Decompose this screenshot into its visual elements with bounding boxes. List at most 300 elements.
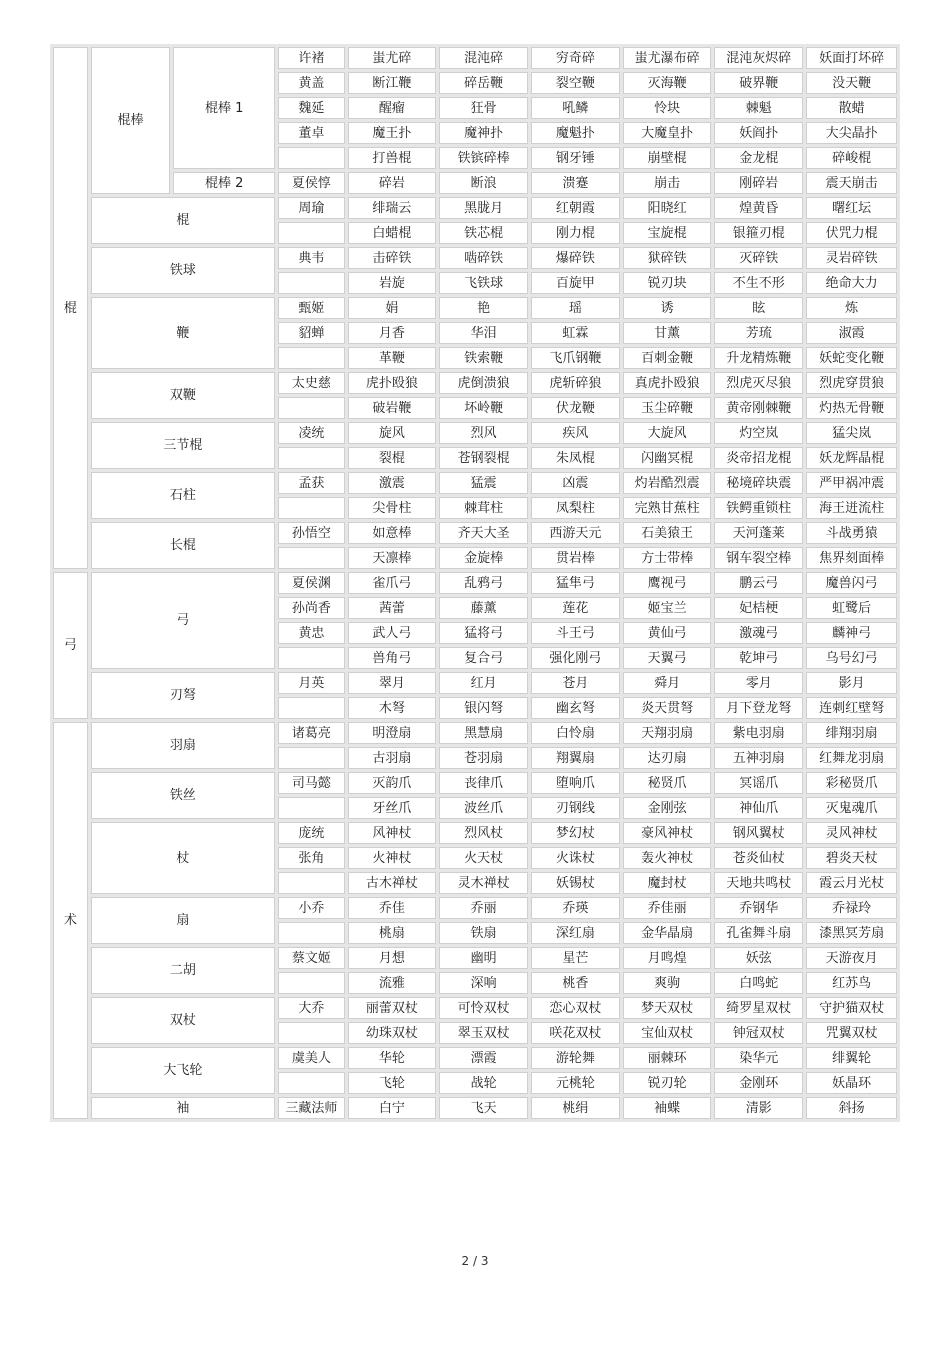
table-row bbox=[53, 172, 897, 194]
weapon-name: 宝仙双杖 bbox=[623, 1022, 712, 1044]
character-name: 小乔 bbox=[278, 897, 344, 919]
weapon-name: 啮碎铁 bbox=[439, 247, 528, 269]
weapon-name: 贯岩棒 bbox=[531, 547, 620, 569]
weapon-name: 宝旋棍 bbox=[623, 222, 712, 244]
weapon-type-sanjiegun: 三节棍 bbox=[91, 422, 276, 469]
weapon-name: 击碎铁 bbox=[348, 247, 437, 269]
character-name bbox=[278, 922, 344, 944]
weapon-type-yushan: 羽扇 bbox=[91, 722, 276, 769]
character-name: 大乔 bbox=[278, 997, 344, 1019]
weapon-name: 蚩尤碎 bbox=[348, 47, 437, 69]
weapon-name: 火诛杖 bbox=[531, 847, 620, 869]
weapon-name: 妖阎扑 bbox=[714, 122, 803, 144]
character-name: 孙尚香 bbox=[278, 597, 344, 619]
weapon-name: 烈虎穿贯狼 bbox=[806, 372, 897, 394]
character-name: 许褚 bbox=[278, 47, 344, 69]
weapon-name: 碎岳鞭 bbox=[439, 72, 528, 94]
character-name bbox=[278, 1022, 344, 1044]
weapon-name: 崩击 bbox=[623, 172, 712, 194]
character-name bbox=[278, 347, 344, 369]
weapon-name: 海王迸流柱 bbox=[806, 497, 897, 519]
weapon-name: 娟 bbox=[348, 297, 437, 319]
weapon-name: 翔翼扇 bbox=[531, 747, 620, 769]
weapon-name: 妖龙辉晶棍 bbox=[806, 447, 897, 469]
weapon-name: 完熟甘蕉柱 bbox=[623, 497, 712, 519]
weapon-name: 冥谣爪 bbox=[714, 772, 803, 794]
weapon-name: 虎倒溃狼 bbox=[439, 372, 528, 394]
weapon-type-erhu: 二胡 bbox=[91, 947, 276, 994]
weapon-name: 幽明 bbox=[439, 947, 528, 969]
weapon-type-shuangbian: 双鞭 bbox=[91, 372, 276, 419]
weapon-name: 碎岩 bbox=[348, 172, 437, 194]
category-gong: 弓 bbox=[53, 572, 88, 719]
character-name bbox=[278, 147, 344, 169]
category-gun: 棍 bbox=[53, 47, 88, 569]
weapon-name: 天翔羽扇 bbox=[623, 722, 712, 744]
weapon-name: 魔兽闪弓 bbox=[806, 572, 897, 594]
weapon-name: 咒翼双杖 bbox=[806, 1022, 897, 1044]
weapon-name: 严甲祸冲震 bbox=[806, 472, 897, 494]
weapon-name: 混沌碎 bbox=[439, 47, 528, 69]
weapon-name: 灵木禅杖 bbox=[439, 872, 528, 894]
weapon-name: 月下登龙弩 bbox=[714, 697, 803, 719]
weapon-name: 崩壁棍 bbox=[623, 147, 712, 169]
character-name bbox=[278, 1072, 344, 1094]
weapon-name: 苍羽扇 bbox=[439, 747, 528, 769]
weapon-name: 守护猫双杖 bbox=[806, 997, 897, 1019]
character-name: 太史慈 bbox=[278, 372, 344, 394]
weapon-name: 灭鬼魂爪 bbox=[806, 797, 897, 819]
weapon-name: 古木禅杖 bbox=[348, 872, 437, 894]
weapon-name: 游轮舞 bbox=[531, 1047, 620, 1069]
weapon-name: 穷奇碎 bbox=[531, 47, 620, 69]
weapon-name: 飞铁球 bbox=[439, 272, 528, 294]
weapon-name: 升龙精炼鞭 bbox=[714, 347, 803, 369]
weapon-name: 芳琉 bbox=[714, 322, 803, 344]
weapon-name: 霞云月光杖 bbox=[806, 872, 897, 894]
weapon-name: 深红扇 bbox=[531, 922, 620, 944]
weapon-name: 白鸣蛇 bbox=[714, 972, 803, 994]
table-row bbox=[53, 572, 897, 594]
weapon-name: 古羽扇 bbox=[348, 747, 437, 769]
weapon-name: 艳 bbox=[439, 297, 528, 319]
weapon-name: 秘贤爪 bbox=[623, 772, 712, 794]
weapon-name: 阳晓红 bbox=[623, 197, 712, 219]
table-row bbox=[53, 1047, 897, 1069]
weapon-name: 凶震 bbox=[531, 472, 620, 494]
weapon-name: 染华元 bbox=[714, 1047, 803, 1069]
weapon-name: 乔钢华 bbox=[714, 897, 803, 919]
weapon-name: 斜扬 bbox=[806, 1097, 897, 1119]
weapon-name: 黑胧月 bbox=[439, 197, 528, 219]
weapon-name: 真虎扑殴狼 bbox=[623, 372, 712, 394]
weapon-type-changgun: 长棍 bbox=[91, 522, 276, 569]
weapon-name: 溃蹇 bbox=[531, 172, 620, 194]
character-name bbox=[278, 547, 344, 569]
weapon-name: 裂棍 bbox=[348, 447, 437, 469]
weapon-name: 红朝霞 bbox=[531, 197, 620, 219]
weapon-name: 白蜡棍 bbox=[348, 222, 437, 244]
weapon-name: 桃扇 bbox=[348, 922, 437, 944]
weapon-name: 锐刃轮 bbox=[623, 1072, 712, 1094]
weapon-name: 爆碎铁 bbox=[531, 247, 620, 269]
weapon-name: 烈虎灭尽狼 bbox=[714, 372, 803, 394]
weapon-name: 裂空鞭 bbox=[531, 72, 620, 94]
weapon-name: 大尖晶扑 bbox=[806, 122, 897, 144]
weapon-name: 咲花双杖 bbox=[531, 1022, 620, 1044]
weapon-name: 月鸣煌 bbox=[623, 947, 712, 969]
character-name: 凌统 bbox=[278, 422, 344, 444]
table-row bbox=[53, 197, 897, 219]
weapon-name: 苍钢裂棍 bbox=[439, 447, 528, 469]
weapon-name: 绮罗星双杖 bbox=[714, 997, 803, 1019]
weapon-name: 断浪 bbox=[439, 172, 528, 194]
weapon-name: 焦界刻面棒 bbox=[806, 547, 897, 569]
table-row bbox=[53, 947, 897, 969]
weapon-table bbox=[50, 44, 900, 1122]
weapon-name: 炼 bbox=[806, 297, 897, 319]
weapon-name: 散蜡 bbox=[806, 97, 897, 119]
character-name: 庞统 bbox=[278, 822, 344, 844]
weapon-name: 木弩 bbox=[348, 697, 437, 719]
character-name: 月英 bbox=[278, 672, 344, 694]
weapon-name: 天翼弓 bbox=[623, 647, 712, 669]
weapon-name: 翠玉双杖 bbox=[439, 1022, 528, 1044]
weapon-name: 狂骨 bbox=[439, 97, 528, 119]
weapon-name: 铁鳄重锁柱 bbox=[714, 497, 803, 519]
weapon-name: 鹏云弓 bbox=[714, 572, 803, 594]
weapon-name: 刚力棍 bbox=[531, 222, 620, 244]
weapon-name: 没天鞭 bbox=[806, 72, 897, 94]
weapon-name: 灼岩酷烈震 bbox=[623, 472, 712, 494]
table-row bbox=[53, 297, 897, 319]
weapon-name: 淑霞 bbox=[806, 322, 897, 344]
weapon-name: 绯翼轮 bbox=[806, 1047, 897, 1069]
weapon-name: 诱 bbox=[623, 297, 712, 319]
category-shu: 术 bbox=[53, 722, 88, 1119]
weapon-name: 红月 bbox=[439, 672, 528, 694]
weapon-name: 虎斩碎狼 bbox=[531, 372, 620, 394]
weapon-name: 虎扑殴狼 bbox=[348, 372, 437, 394]
weapon-name: 灭韵爪 bbox=[348, 772, 437, 794]
weapon-name: 混沌灰烬碎 bbox=[714, 47, 803, 69]
weapon-name: 火神杖 bbox=[348, 847, 437, 869]
page-number: 2 / 3 bbox=[461, 1254, 489, 1268]
weapon-name: 破界鞭 bbox=[714, 72, 803, 94]
table-row bbox=[53, 822, 897, 844]
weapon-name: 坏岭鞭 bbox=[439, 397, 528, 419]
weapon-name: 乔佳丽 bbox=[623, 897, 712, 919]
weapon-name: 零月 bbox=[714, 672, 803, 694]
character-name: 甄姬 bbox=[278, 297, 344, 319]
weapon-name: 流雅 bbox=[348, 972, 437, 994]
character-name bbox=[278, 447, 344, 469]
weapon-type-tieqiu: 铁球 bbox=[91, 247, 276, 294]
weapon-name: 清影 bbox=[714, 1097, 803, 1119]
weapon-name: 灼热无骨鞭 bbox=[806, 397, 897, 419]
weapon-name: 黄仙弓 bbox=[623, 622, 712, 644]
weapon-name: 眩 bbox=[714, 297, 803, 319]
weapon-name: 碎峻棍 bbox=[806, 147, 897, 169]
weapon-name: 达刃扇 bbox=[623, 747, 712, 769]
weapon-name: 灭碎铁 bbox=[714, 247, 803, 269]
weapon-name: 闪幽冥棍 bbox=[623, 447, 712, 469]
weapon-name: 灭海鞭 bbox=[623, 72, 712, 94]
weapon-name: 波丝爪 bbox=[439, 797, 528, 819]
weapon-name: 月想 bbox=[348, 947, 437, 969]
weapon-name: 火天杖 bbox=[439, 847, 528, 869]
weapon-name: 漂霞 bbox=[439, 1047, 528, 1069]
weapon-name: 猛将弓 bbox=[439, 622, 528, 644]
weapon-name: 红苏鸟 bbox=[806, 972, 897, 994]
weapon-name: 魔王扑 bbox=[348, 122, 437, 144]
weapon-name: 天游夜月 bbox=[806, 947, 897, 969]
weapon-name: 曙红坛 bbox=[806, 197, 897, 219]
weapon-type-shan: 扇 bbox=[91, 897, 276, 944]
weapon-name: 飞天 bbox=[439, 1097, 528, 1119]
weapon-name: 钟冠双杖 bbox=[714, 1022, 803, 1044]
weapon-name: 恋心双杖 bbox=[531, 997, 620, 1019]
weapon-name: 风神杖 bbox=[348, 822, 437, 844]
weapon-type-renu: 刃弩 bbox=[91, 672, 276, 719]
subcategory-2: 棍棒 2 bbox=[173, 172, 275, 194]
weapon-name: 狱碎铁 bbox=[623, 247, 712, 269]
weapon-name: 疾风 bbox=[531, 422, 620, 444]
weapon-name: 激魂弓 bbox=[714, 622, 803, 644]
weapon-name: 孔雀舞斗扇 bbox=[714, 922, 803, 944]
weapon-name: 翠月 bbox=[348, 672, 437, 694]
weapon-name: 金旋棒 bbox=[439, 547, 528, 569]
weapon-name: 绯瑞云 bbox=[348, 197, 437, 219]
weapon-name: 凤梨柱 bbox=[531, 497, 620, 519]
weapon-name: 不生不形 bbox=[714, 272, 803, 294]
weapon-name: 苍炎仙杖 bbox=[714, 847, 803, 869]
weapon-name: 斗战勇猿 bbox=[806, 522, 897, 544]
weapon-name: 激震 bbox=[348, 472, 437, 494]
weapon-type-shizhu: 石柱 bbox=[91, 472, 276, 519]
weapon-name: 影月 bbox=[806, 672, 897, 694]
weapon-name: 玉尘碎鞭 bbox=[623, 397, 712, 419]
character-name: 周瑜 bbox=[278, 197, 344, 219]
weapon-name: 棘茸柱 bbox=[439, 497, 528, 519]
weapon-type-gunbang: 棍棒 bbox=[91, 47, 171, 194]
character-name: 典韦 bbox=[278, 247, 344, 269]
weapon-name: 妖面打坏碎 bbox=[806, 47, 897, 69]
weapon-name: 姬宝兰 bbox=[623, 597, 712, 619]
weapon-name: 绯翔羽扇 bbox=[806, 722, 897, 744]
weapon-name: 爽驹 bbox=[623, 972, 712, 994]
weapon-name: 星芒 bbox=[531, 947, 620, 969]
character-name bbox=[278, 647, 344, 669]
weapon-name: 炎天贯弩 bbox=[623, 697, 712, 719]
weapon-name: 百刺金鞭 bbox=[623, 347, 712, 369]
weapon-name: 旋风 bbox=[348, 422, 437, 444]
weapon-name: 连刺红壁弩 bbox=[806, 697, 897, 719]
character-name bbox=[278, 747, 344, 769]
weapon-name: 破岩鞭 bbox=[348, 397, 437, 419]
table-row bbox=[53, 672, 897, 694]
character-name bbox=[278, 972, 344, 994]
weapon-name: 乌号幻弓 bbox=[806, 647, 897, 669]
character-name: 司马懿 bbox=[278, 772, 344, 794]
weapon-name: 白怜扇 bbox=[531, 722, 620, 744]
weapon-type-xiu: 袖 bbox=[91, 1097, 276, 1119]
weapon-name: 梦幻杖 bbox=[531, 822, 620, 844]
weapon-name: 绝命大力 bbox=[806, 272, 897, 294]
weapon-name: 猛尖岚 bbox=[806, 422, 897, 444]
weapon-name: 金龙棍 bbox=[714, 147, 803, 169]
weapon-name: 烈风杖 bbox=[439, 822, 528, 844]
weapon-name: 铁扇 bbox=[439, 922, 528, 944]
weapon-name: 明澄扇 bbox=[348, 722, 437, 744]
weapon-name: 炎帝招龙棍 bbox=[714, 447, 803, 469]
weapon-name: 麟神弓 bbox=[806, 622, 897, 644]
weapon-name: 飞轮 bbox=[348, 1072, 437, 1094]
character-name: 夏侯惇 bbox=[278, 172, 344, 194]
weapon-name: 天河蓬莱 bbox=[714, 522, 803, 544]
weapon-name: 大旋风 bbox=[623, 422, 712, 444]
weapon-type-zhang: 杖 bbox=[91, 822, 276, 894]
weapon-name: 大魔皇扑 bbox=[623, 122, 712, 144]
character-name: 三藏法师 bbox=[278, 1097, 344, 1119]
character-name: 诸葛亮 bbox=[278, 722, 344, 744]
character-name: 张角 bbox=[278, 847, 344, 869]
weapon-name: 乾坤弓 bbox=[714, 647, 803, 669]
weapon-name: 铁索鞭 bbox=[439, 347, 528, 369]
weapon-name: 桃绢 bbox=[531, 1097, 620, 1119]
character-name: 夏侯渊 bbox=[278, 572, 344, 594]
weapon-name: 红舞龙羽扇 bbox=[806, 747, 897, 769]
weapon-name: 妖弦 bbox=[714, 947, 803, 969]
weapon-name: 黑慧扇 bbox=[439, 722, 528, 744]
weapon-name: 深响 bbox=[439, 972, 528, 994]
weapon-name: 彩秘贤爪 bbox=[806, 772, 897, 794]
weapon-name: 灵风神杖 bbox=[806, 822, 897, 844]
weapon-name: 复合弓 bbox=[439, 647, 528, 669]
weapon-name: 钢牙锤 bbox=[531, 147, 620, 169]
weapon-name: 乔瑛 bbox=[531, 897, 620, 919]
weapon-name: 可怜双杖 bbox=[439, 997, 528, 1019]
weapon-name: 刃钢线 bbox=[531, 797, 620, 819]
weapon-name: 金刚弦 bbox=[623, 797, 712, 819]
weapon-name: 乱鸦弓 bbox=[439, 572, 528, 594]
weapon-name: 轰火神杖 bbox=[623, 847, 712, 869]
weapon-name: 棘魁 bbox=[714, 97, 803, 119]
table-row bbox=[53, 372, 897, 394]
weapon-name: 银箍刃棍 bbox=[714, 222, 803, 244]
weapon-name: 丧律爪 bbox=[439, 772, 528, 794]
weapon-name: 方士带棒 bbox=[623, 547, 712, 569]
weapon-name: 醒瘤 bbox=[348, 97, 437, 119]
weapon-name: 元桃轮 bbox=[531, 1072, 620, 1094]
weapon-name: 银闪弩 bbox=[439, 697, 528, 719]
character-name bbox=[278, 872, 344, 894]
character-name bbox=[278, 797, 344, 819]
weapon-name: 梦天双杖 bbox=[623, 997, 712, 1019]
weapon-name: 伏咒力棍 bbox=[806, 222, 897, 244]
weapon-name: 丽蕾双杖 bbox=[348, 997, 437, 1019]
weapon-name: 天地共鸣杖 bbox=[714, 872, 803, 894]
weapon-name: 西游天元 bbox=[531, 522, 620, 544]
weapon-name: 金刚环 bbox=[714, 1072, 803, 1094]
weapon-name: 怜块 bbox=[623, 97, 712, 119]
weapon-name: 妖锡杖 bbox=[531, 872, 620, 894]
character-name: 黄忠 bbox=[278, 622, 344, 644]
character-name bbox=[278, 397, 344, 419]
character-name: 魏延 bbox=[278, 97, 344, 119]
weapon-name: 雀爪弓 bbox=[348, 572, 437, 594]
weapon-name: 豪风神杖 bbox=[623, 822, 712, 844]
weapon-name: 打兽棍 bbox=[348, 147, 437, 169]
weapon-name: 紫电羽扇 bbox=[714, 722, 803, 744]
weapon-name: 妖蛇变化鞭 bbox=[806, 347, 897, 369]
character-name bbox=[278, 272, 344, 294]
weapon-name: 藤薰 bbox=[439, 597, 528, 619]
weapon-name: 刚碎岩 bbox=[714, 172, 803, 194]
weapon-name: 革鞭 bbox=[348, 347, 437, 369]
weapon-name: 幼珠双杖 bbox=[348, 1022, 437, 1044]
subcategory-1: 棍棒 1 bbox=[173, 47, 275, 169]
weapon-name: 断江鞭 bbox=[348, 72, 437, 94]
weapon-name: 如意棒 bbox=[348, 522, 437, 544]
weapon-name: 铁芯棍 bbox=[439, 222, 528, 244]
character-name bbox=[278, 222, 344, 244]
table-row bbox=[53, 1097, 897, 1119]
weapon-name: 钢车裂空棒 bbox=[714, 547, 803, 569]
weapon-type-tiesi: 铁丝 bbox=[91, 772, 276, 819]
character-name: 孙悟空 bbox=[278, 522, 344, 544]
weapon-type-bian: 鞭 bbox=[91, 297, 276, 369]
weapon-name: 乔佳 bbox=[348, 897, 437, 919]
weapon-name: 黄帝刚棘鞭 bbox=[714, 397, 803, 419]
weapon-name: 牙丝爪 bbox=[348, 797, 437, 819]
weapon-name: 武人弓 bbox=[348, 622, 437, 644]
weapon-name: 丽棘环 bbox=[623, 1047, 712, 1069]
weapon-name: 蚩尤瀑布碎 bbox=[623, 47, 712, 69]
table-row bbox=[53, 472, 897, 494]
weapon-name: 煌黄昏 bbox=[714, 197, 803, 219]
weapon-name: 齐天大圣 bbox=[439, 522, 528, 544]
weapon-name: 天凛棒 bbox=[348, 547, 437, 569]
weapon-name: 猛震 bbox=[439, 472, 528, 494]
weapon-name: 秘境碎块震 bbox=[714, 472, 803, 494]
table-row bbox=[53, 997, 897, 1019]
weapon-name: 魔魁扑 bbox=[531, 122, 620, 144]
weapon-name: 钢风翼杖 bbox=[714, 822, 803, 844]
character-name: 蔡文姬 bbox=[278, 947, 344, 969]
weapon-name: 兽角弓 bbox=[348, 647, 437, 669]
weapon-name: 魔神扑 bbox=[439, 122, 528, 144]
table-row bbox=[53, 47, 897, 69]
weapon-name: 白宁 bbox=[348, 1097, 437, 1119]
table-row bbox=[53, 422, 897, 444]
weapon-name: 金华晶扇 bbox=[623, 922, 712, 944]
character-name: 貂蝉 bbox=[278, 322, 344, 344]
weapon-name: 莲花 bbox=[531, 597, 620, 619]
weapon-name: 舜月 bbox=[623, 672, 712, 694]
weapon-name: 瑶 bbox=[531, 297, 620, 319]
weapon-name: 铁镔碎棒 bbox=[439, 147, 528, 169]
character-name: 董卓 bbox=[278, 122, 344, 144]
table-row bbox=[53, 897, 897, 919]
weapon-name: 茜蕾 bbox=[348, 597, 437, 619]
table-row bbox=[53, 522, 897, 544]
weapon-name: 幽玄弩 bbox=[531, 697, 620, 719]
weapon-type-gun: 棍 bbox=[91, 197, 276, 244]
weapon-name: 虹鹭后 bbox=[806, 597, 897, 619]
character-name bbox=[278, 697, 344, 719]
weapon-name: 战轮 bbox=[439, 1072, 528, 1094]
